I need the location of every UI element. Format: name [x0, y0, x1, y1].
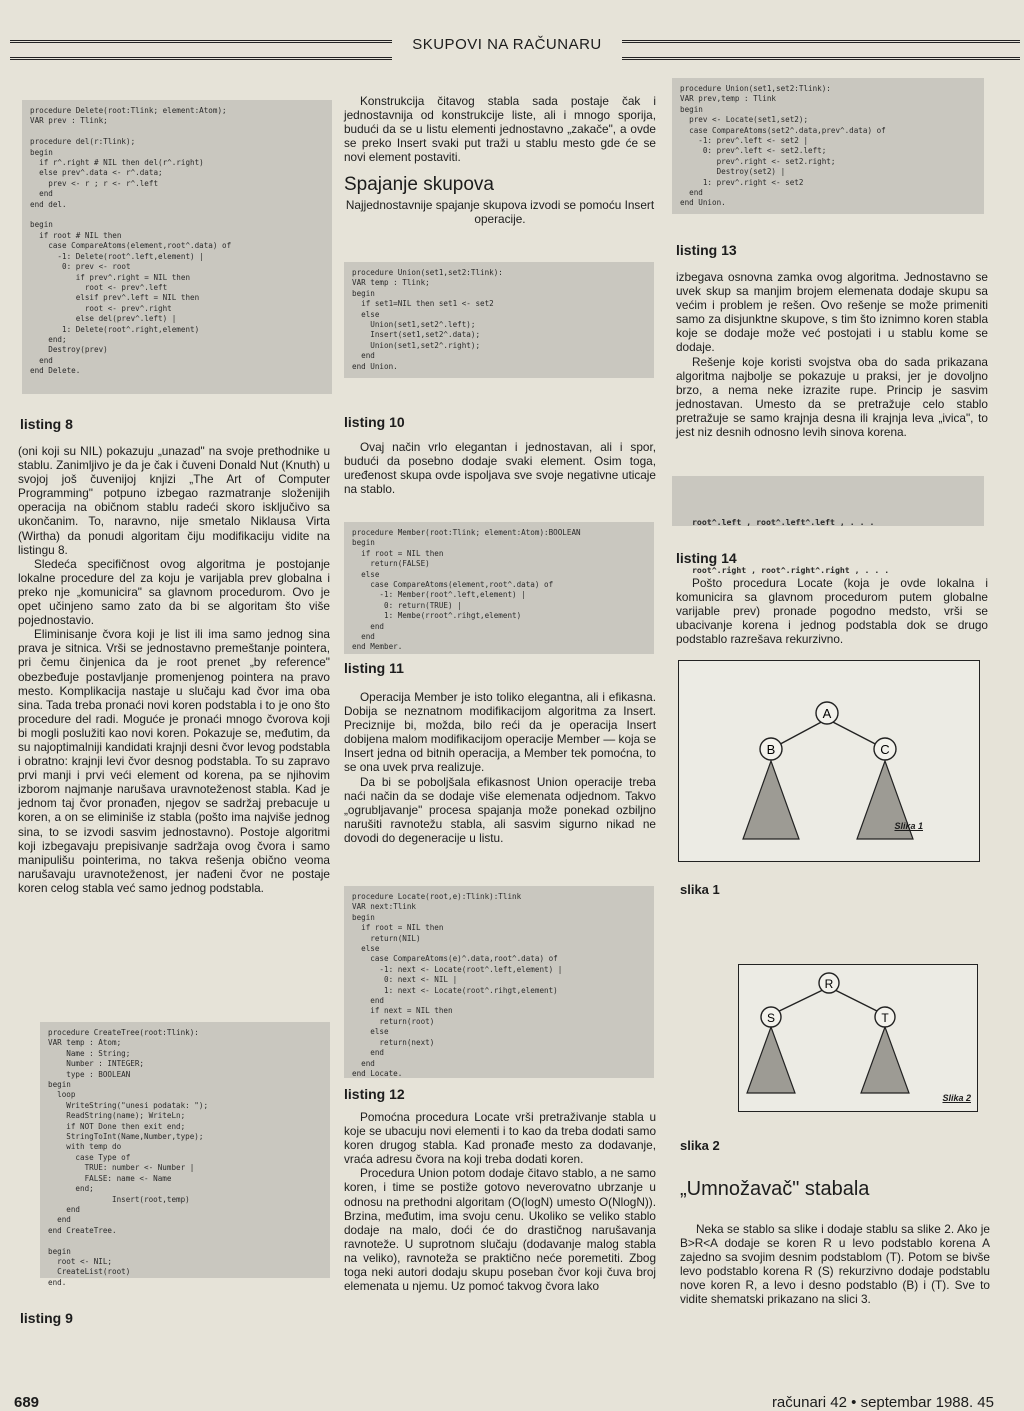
code-line: end Union. [352, 361, 398, 371]
paragraph: (oni koji su NIL) pokazuju „unazad" na svoje prethodnike u stablu. Zanimljivo je da je čak i čuveni Donald Nut (Knuth) u svojoj još čuvenijoj knjizi „The Art of Computer Programming" potpuno izbegao razmatranje složenijih operacija na običnom stablu radeći skoro isključivo sa ukončanim. To, naravno, nije smetalo Niklausa Virta (Wirtha) da ponudi algoritam čiju modifikaciju vidite na listingu 8. [18, 444, 330, 557]
code-line: 0: prev <- root [30, 262, 131, 272]
figure2-inner-caption: Slika 2 [942, 1093, 971, 1103]
listing14-label: listing 14 [676, 550, 737, 566]
code-line [30, 210, 324, 220]
code-line: if set1=NIL then set1 <- set2 [352, 299, 494, 309]
code-line: return(NIL) [352, 933, 421, 943]
code-line [30, 127, 324, 137]
code-line: -1: next <- Locate(root^.left,element) | [352, 964, 563, 974]
paragraph: Pomoćna procedura Locate vrši pretraživanje stabla u koje se ubacuju novi elementi i to kao da treba dodati samo koren drugog stabla. Kad pronađe mesto za dodavanje, vraća adresu čvora na koji treba dodati koren. [344, 1110, 656, 1167]
listing11-label: listing 11 [344, 660, 404, 676]
code-line: end [680, 188, 703, 198]
column3-text-c [680, 1222, 990, 1307]
code-line [48, 1236, 322, 1246]
code-line: begin [48, 1080, 71, 1090]
listing10-label: listing 10 [344, 414, 405, 430]
figure2-caption: slika 2 [680, 1138, 720, 1153]
code-line: ReadString(name); WriteLn; [48, 1111, 186, 1121]
code-line: end [352, 351, 375, 361]
code-line: end Union. [680, 198, 726, 208]
section-subheading: Najjednostavnije spajanje skupova izvodi se pomoću Insert operacije. [345, 198, 655, 227]
code-line: 1: prev^.right <- set2 [680, 177, 804, 187]
paragraph: Neka se stablo sa slike i dodaje stablu sa slike 2. Ako je B>R<A dodaje se koren R u levo podstablo korena A zajedno sa svojim desnim podstablom (T). Potom se bivše levo podstablo korena R (S) rekurzivno dodaje podstablu nove koren R, a levo i desno podstablo (B) i (T). Sve to vidite shematski prikazano na slici 3. [680, 1222, 990, 1307]
code-line: root <- NIL; [48, 1256, 113, 1266]
code-line: return(next) [352, 1037, 435, 1047]
code-line: if prev^.right = NIL then [30, 272, 191, 282]
subtree-right [861, 1027, 909, 1093]
code-line: root <- prev^.right [30, 303, 172, 313]
code-line: else prev^.data <- r^.data; [30, 168, 163, 178]
node-c-label: C [880, 742, 890, 757]
code-line: procedure Union(set1,set2:Tlink): [680, 84, 831, 93]
code-line: root^.right , root^.right^.right , . . . [692, 565, 890, 575]
column2-intro [344, 94, 656, 164]
code-line: elsif prev^.left = NIL then [30, 293, 200, 303]
code-line: StringToInt(Name,Number,type); [48, 1132, 204, 1142]
listing8-code [22, 100, 332, 394]
paragraph: Procedura Union potom dodaje čitavo stablo, a ne samo koren, i time se postiže gotovo neverovatno ubrzanje u odnosu na prethodni algoritam (O(logN) umesto O(NlogN)). Brzina, međutim, ima svoju cenu. Ukoliko se veliko stablo dodaje na malo, doći će do drastičnog narušavanja ravnoteže. U suprotnom slučaju (dodavanje malog stabla na veliko), ravnoteža se praktično neće poremetiti. Zbog toga neki autori dodaju skupu poseban čvor koji čuva broj elemenata u njemu. Uz pomoć takvog čvora lako [344, 1166, 656, 1294]
code-line: 0: prev^.left <- set2.left; [680, 146, 827, 156]
header-rule-right [622, 40, 1020, 60]
code-line: return(FALSE) [352, 559, 430, 569]
code-line: Number : INTEGER; [48, 1059, 145, 1069]
paragraph: Sledeća specifičnost ovog algoritma je postojanje lokalne procedure del za koju je varijabla prev globalna i preko nje „komunicira" sa glavnom procedurom. Ovo je opet učinjeno samo zato da bi se algoritam što više pojednostavio. [18, 556, 330, 628]
code-line: end Locate. [352, 1068, 403, 1078]
code-line: VAR temp : Atom; [48, 1038, 122, 1048]
code-line: Union(set1,set2^.left); [352, 320, 476, 330]
paragraph: Konstrukcija čitavog stabla sada postaje čak i jednostavnija od konstrukcije liste, ali i mnogo sporija, budući da se u listu elementi jednostavno „zakače", a ovde se preko Insert svaki put traži u stablu mesto gde će se novi element postaviti. [344, 94, 656, 165]
code-line: end Member. [352, 642, 403, 652]
code-line: else [352, 309, 380, 319]
code-line: if root # NIL then [30, 230, 122, 240]
figure2-tree-diagram [739, 965, 977, 1111]
code-line: with temp do [48, 1142, 122, 1152]
code-line: WriteString("unesi podatak: "); [48, 1100, 209, 1110]
code-line: begin [352, 912, 375, 922]
code-line: -1: Member(root^.left,element) | [352, 590, 526, 600]
code-line: VAR prev,temp : Tlink [680, 94, 777, 104]
column1-text [18, 444, 330, 895]
code-line: begin [352, 538, 375, 548]
column3-text-a [676, 270, 988, 439]
code-line: end [352, 621, 385, 631]
code-line: end [352, 1048, 385, 1058]
listing12-label: listing 12 [344, 1086, 405, 1102]
column2-text-c [344, 1110, 656, 1293]
code-line: end Delete. [30, 366, 81, 376]
code-line: procedure Delete(root:Tlink; element:Atom); [30, 106, 227, 115]
code-line: prev <- r ; r <- r^.left [30, 178, 159, 188]
paragraph: Operacija Member je isto toliko elegantna, ali i efikasna. Dobija se neznatnom modifikacijom algoritma za Insert. Preciznije bi, možda, bilo reći da je operacija Insert dobijena malom modifikacijom operacije Member — koja se Insert jedna od bitnih operacija, a Member tek pomoćna, to se ona uvek prva realizuje. [344, 690, 656, 775]
code-line: case CompareAtoms(set2^.data,prev^.data) of [680, 125, 886, 135]
code-line: else del(prev^.left) | [30, 314, 177, 324]
code-line: case CompareAtoms(e)^.data,root^.data) of [352, 954, 558, 964]
code-line: root <- prev^.left [30, 282, 168, 292]
code-line: 0: return(TRUE) | [352, 600, 462, 610]
paragraph: Da bi se poboljšala efikasnost Union operacije treba naći način da se dodaje više elemenata odjednom. Takvo „ogrubljavanje" procesa spajanja može ponekad ozbiljno narušiti ravnotežu stabla, ali sasvim sigurno nikad ne dovodi do degeneracije u listu. [344, 774, 656, 845]
code-line: else [352, 569, 380, 579]
node-t-label: T [881, 1011, 889, 1025]
header-rule-left [10, 40, 392, 60]
code-line: VAR temp : Tlink; [352, 278, 430, 288]
code-line: end del. [30, 199, 67, 209]
listing13-code [672, 78, 984, 214]
code-line: procedure del(r:Tlink); [30, 137, 136, 147]
code-line: 1: next <- Locate(root^.rihgt,element) [352, 985, 558, 995]
listing9-code [40, 1022, 330, 1287]
code-line: begin [30, 220, 53, 230]
code-line: root^.left , root^.left^.left , . . . [692, 517, 875, 527]
code-line: Insert(set1,set2^.data); [352, 330, 481, 340]
figure1-box [678, 660, 980, 862]
section-heading-multiplier: „Umnožavač" stabala [680, 1178, 870, 1200]
code-line: prev^.right <- set2.right; [680, 156, 836, 166]
code-line: type : BOOLEAN [48, 1069, 131, 1079]
code-line: 0: next <- NIL | [352, 975, 458, 985]
code-line: if r^.right # NIL then del(r^.right) [30, 158, 204, 168]
paragraph: Eliminisanje čvora koji je list ili ima samo jednog sina prava je sitnica. Vrši se jednostavno premeštanje pointera, pri čemu činjenica da je root prenet „by reference" obezbeđuje postavljanje promenjenog pointera na pravo mesto. Komplikacija nastaje u slučaju kad čvor ima oba sina. Tada treba pronaći novi koren podstabla i to je ono što procedure del radi. Moguće je pronaći mnogo čvorova koji bi mogli poslužiti kao novi koren. Pokazuje se, međutim, da su najoptimalniji kandidati krajnji desni čvor levog podstabla i obratno: krajnji levi čvor desnog podstabla. To su zapravo prvi manji i prvi veći element od korena, pa se njihovim izborom najmanje narušava uravnoteženost stabla. Kad je jednom taj čvor pronađen, njegov se sadržaj prebacuje u koren, a on se eliminiše iz stabla (pošto ima najviše jednog sina, to se izvodi sasvim jednostavno). Postoje algoritmi koji izbegavaju prepisivanje sadržaja ovog čvora i samo manipulišu pointerima, no takva rešenja obično veoma narušavaju uravnoteženost, jer nađeni čvor ne postaje koren celog stabla već samo jednog podstabla. [18, 627, 330, 895]
paragraph: Pošto procedura Locate (koja je ovde lokalna i komunicira sa glavnom procedurom putem globalne varijable prev) pronade pogodno medsto, vrši se ubacivanje korena i jednog podstabla dok se drugo podstablo razrešava rekurzivno. [676, 576, 988, 647]
code-line: if root = NIL then [352, 548, 444, 558]
listing13-label: listing 13 [676, 242, 737, 258]
listing11-code [344, 522, 654, 654]
section-heading-union: Spajanje skupova [344, 174, 494, 195]
code-line: 1: Delete(root^.right,element) [30, 324, 200, 334]
code-line: begin [48, 1246, 71, 1256]
column2-text-a [344, 440, 656, 496]
code-line: case Type of [48, 1152, 131, 1162]
code-line: end [30, 355, 53, 365]
code-line: end; [48, 1184, 94, 1194]
subtree-left [743, 761, 799, 839]
code-line: if next = NIL then [352, 1006, 453, 1016]
column3-text-b [676, 576, 988, 646]
code-line: procedure CreateTree(root:Tlink): [48, 1028, 199, 1037]
code-line: Destroy(set2) | [680, 167, 786, 177]
code-line: loop [48, 1090, 76, 1100]
code-line: Insert(root,temp) [48, 1194, 190, 1204]
code-line: else [352, 1027, 389, 1037]
code-line: FALSE: name <- Name [48, 1173, 172, 1183]
listing9-label: listing 9 [20, 1310, 73, 1326]
code-line: end [48, 1215, 71, 1225]
code-line: return(root) [352, 1016, 435, 1026]
paragraph: Ovaj način vrlo elegantan i jednostavan, ali i spor, budući da posebno dodaje svaki element. Osim toga, uređenost skupa ovde ispoljava sve svoje negativne uticaje na stablo. [344, 440, 656, 497]
node-a-label: A [822, 706, 832, 721]
code-line: begin [352, 288, 375, 298]
code-line: case CompareAtoms(element,root^.data) of [30, 241, 232, 251]
code-line: -1: Delete(root^.left,element) | [30, 251, 204, 261]
code-line: begin [680, 104, 703, 114]
code-line: VAR next:Tlink [352, 902, 417, 912]
code-line: end [48, 1204, 81, 1214]
column2-text-b [344, 690, 656, 845]
code-line: prev <- Locate(set1,set2); [680, 115, 809, 125]
code-line: end [352, 1058, 375, 1068]
figure1-inner-caption: Slika 1 [894, 821, 923, 831]
code-line: end CreateTree. [48, 1225, 117, 1235]
node-b-label: B [766, 742, 776, 757]
code-line: -1: prev^.left <- set2 | [680, 136, 809, 146]
section-header [10, 34, 1020, 60]
code-line: end. [48, 1277, 67, 1287]
page-number-left: 689 [14, 1394, 40, 1411]
figure1-caption: slika 1 [680, 882, 720, 897]
code-line: end [352, 632, 375, 642]
code-line: end; [30, 334, 67, 344]
paragraph: izbegava osnovna zamka ovog algoritma. Jednostavno se uvek skup sa manjim brojem elemenata dodaje skupu sa većim i problem je rešen. Ovo rešenje se može primeniti samo za disjunktne skupove, s tim što iznimno koren stabla koje se dodaje može već postojati i u stablu kome se dodaje. [676, 270, 988, 355]
code-line: CreateList(root) [48, 1267, 131, 1277]
listing12-code [344, 886, 654, 1078]
code-line: procedure Member(root:Tlink; element:Atom):BOOLEAN [352, 528, 581, 537]
footer-issue: računari 42 • septembar 1988. 45 [771, 1394, 994, 1411]
node-s-label: S [766, 1011, 776, 1025]
code-line: procedure Locate(root,e):Tlink):Tlink [352, 892, 522, 901]
code-line: begin [30, 147, 53, 157]
code-line: if root = NIL then [352, 923, 444, 933]
code-line: procedure Union(set1,set2:Tlink): [352, 268, 503, 277]
subtree-left [747, 1027, 795, 1093]
listing10-code [344, 262, 654, 378]
code-line: else [352, 944, 380, 954]
code-line: end [352, 996, 385, 1006]
code-line: 1: Membe(rroot^.rihgt,element) [352, 611, 522, 621]
paragraph: Rešenje koje koristi svojstva oba do sada prikazana algoritma najbolje se pokazuje u praksi, jer je dovoljno brzo, a nema neke izrazite rupe. Princip je sasvim jednostavan. Umesto da se pretražuje celo stablo pretražuje se samo krajnja desna ili krajnja leva „ivica", to jest niz desnih odnosno levih sinova korena. [676, 354, 988, 440]
code-line: Name : String; [48, 1048, 131, 1058]
code-line: case CompareAtoms(element,root^.data) of [352, 580, 554, 590]
section-title: SKUPOVI NA RAČUNARU [412, 36, 602, 53]
figure1-tree-diagram [679, 661, 979, 861]
code-line: Destroy(prev) [30, 345, 108, 355]
listing8-label: listing 8 [20, 416, 73, 432]
code-line: VAR prev : Tlink; [30, 116, 108, 126]
code-line: if NOT Done then exit end; [48, 1121, 186, 1131]
code-line: Union(set1,set2^.right); [352, 340, 481, 350]
code-line: end [30, 189, 53, 199]
figure2-box [738, 964, 978, 1112]
code-line: TRUE: number <- Number | [48, 1163, 195, 1173]
node-r-label: R [824, 977, 834, 991]
